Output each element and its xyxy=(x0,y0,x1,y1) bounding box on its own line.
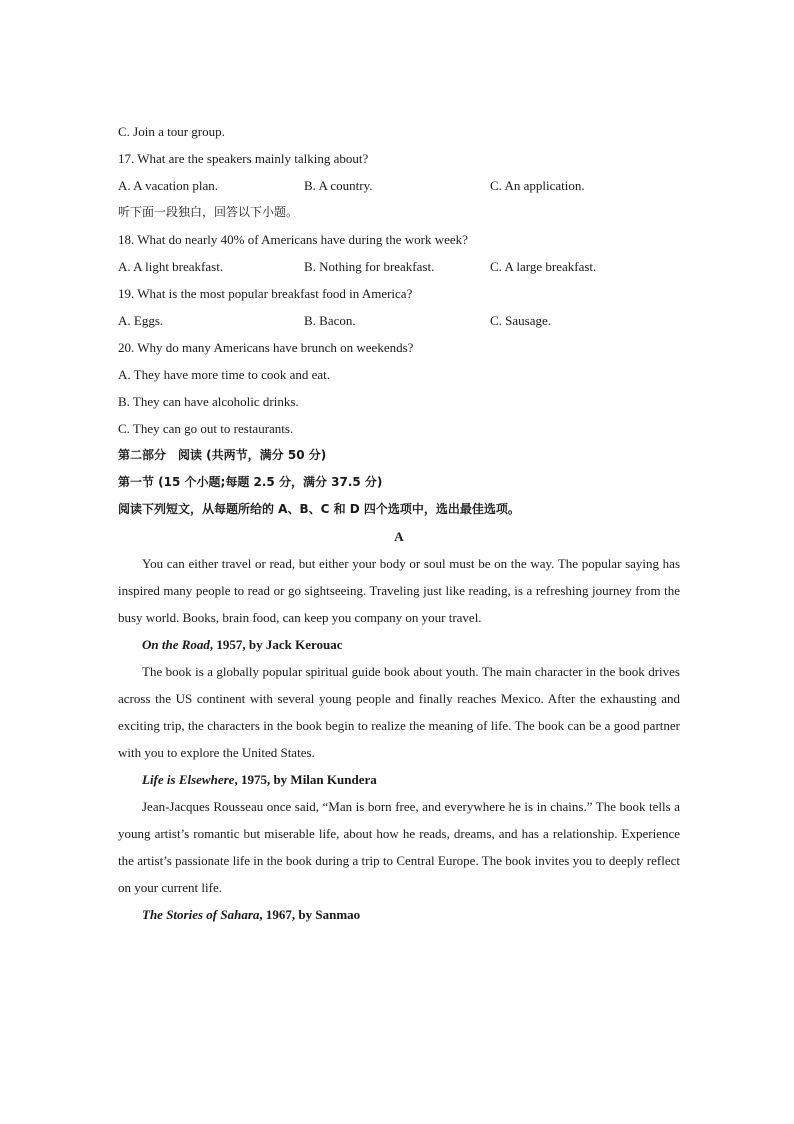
part-heading: 第二部分 阅读 (共两节，满分 50 分) xyxy=(118,448,327,462)
q18-options xyxy=(118,253,680,280)
book-title: On the Road xyxy=(142,637,210,652)
section-heading: 第一节 (15 个小题;每题 2.5 分，满分 37.5 分) xyxy=(118,475,383,489)
q18-option-a: A. A light breakfast. xyxy=(118,259,224,274)
book-title: Life is Elsewhere xyxy=(142,772,235,787)
passage-intro: You can either travel or read, but either your body or soul must be on the way. The popular saying has inspired many people to read or go sightseeing. Traveling just like reading, is a refreshing journey from the busy world. Books, brain food, can keep you company on your travel. xyxy=(118,556,680,625)
book-details: , 1957, by Jack Kerouac xyxy=(209,637,343,652)
q19-options xyxy=(118,307,680,334)
reading-instruction: 阅读下列短文，从每题所给的 A、B、C 和 D 四个选项中，选出最佳选项。 xyxy=(118,502,520,516)
q20-option-b: B. They can have alcoholic drinks. xyxy=(118,394,299,409)
book-title-line xyxy=(118,631,680,658)
q19-option-b: B. Bacon. xyxy=(304,313,356,328)
book-details: , 1967, by Sanmao xyxy=(259,907,361,922)
exam-page xyxy=(118,118,680,928)
q17-option-c: C. An application. xyxy=(490,178,585,193)
q20-option-c: C. They can go out to restaurants. xyxy=(118,421,294,436)
book-title-line xyxy=(118,901,680,928)
book-details: , 1975, by Milan Kundera xyxy=(234,772,377,787)
q19-option-c: C. Sausage. xyxy=(490,313,552,328)
q18-question: 18. What do nearly 40% of Americans have during the work week? xyxy=(118,232,468,247)
q17-option-b: B. A country. xyxy=(304,178,373,193)
book-title-line xyxy=(118,766,680,793)
q18-option-c: C. A large breakfast. xyxy=(490,259,597,274)
q19-question: 19. What is the most popular breakfast food in America? xyxy=(118,286,413,301)
q18-option-b: B. Nothing for breakfast. xyxy=(304,259,435,274)
q19-option-a: A. Eggs. xyxy=(118,313,164,328)
q17-option-a: A. A vacation plan. xyxy=(118,178,219,193)
q20-option-a: A. They have more time to cook and eat. xyxy=(118,367,331,382)
book-description: The book is a globally popular spiritual guide book about youth. The main character in the book drives across the US continent with several young people and finally reaches Mexico. After the exhausting and exciting trip, the characters in the book begin to realize the meaning of life. The book can be a good partner with you to explore the United States. xyxy=(118,664,680,760)
q17-options xyxy=(118,172,680,199)
passage-letter: A xyxy=(394,529,404,544)
q16-option-c: C. Join a tour group. xyxy=(118,124,225,139)
book-title: The Stories of Sahara xyxy=(142,907,260,922)
monologue-instruction: 听下面一段独白，回答以下小题。 xyxy=(118,205,299,219)
q20-question: 20. Why do many Americans have brunch on weekends? xyxy=(118,340,414,355)
book-description: Jean-Jacques Rousseau once said, “Man is born free, and everywhere he is in chains.” The book tells a young artist’s romantic but miserable life, about how he reads, dreams, and has a relationship. Experience the artist’s passionate life in the book during a trip to Central Europe. The book invites you to deeply reflect on your current life. xyxy=(118,799,680,895)
q17-question: 17. What are the speakers mainly talking about? xyxy=(118,151,369,166)
